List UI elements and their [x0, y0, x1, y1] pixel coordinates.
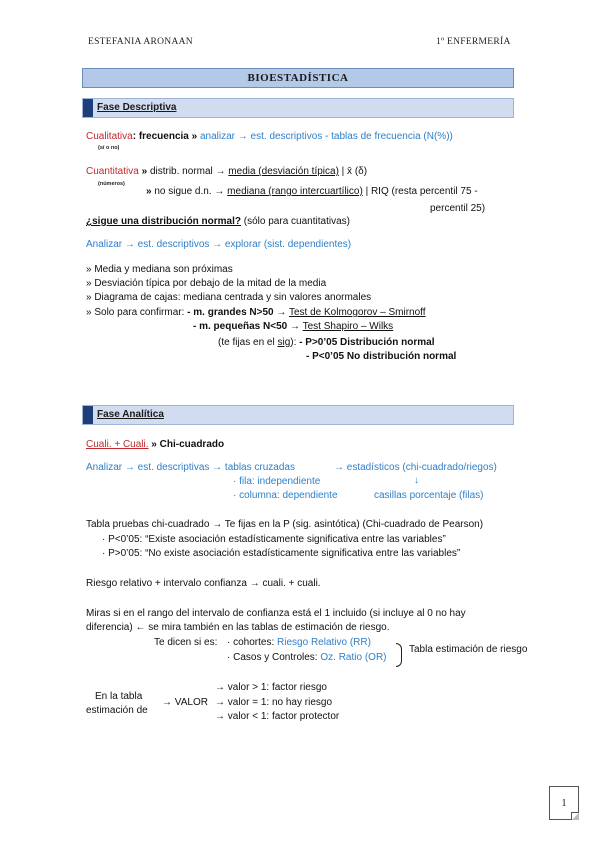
riq-text: | RIQ (resta percentil 75 -	[362, 186, 478, 197]
sig-tail: ):	[290, 337, 300, 348]
arrow: »	[188, 131, 200, 142]
arrow: »	[146, 186, 155, 197]
cuantitativa-line	[86, 166, 367, 177]
p-greater-line: · P>0’05: “No existe asociación estadísticamente significativa entre las variables”	[102, 548, 461, 559]
crosstab-path: Analizar → est. descriptivas → tablas cruzadas	[86, 462, 295, 473]
no-normal-line	[146, 186, 478, 197]
estadisticos-path: → estadísticos (chi-cuadrado/riegos)	[334, 462, 497, 473]
brace	[396, 643, 402, 667]
brace-label: Tabla estimación de riesgo	[409, 644, 528, 655]
shapiro-test: Test Shapiro – Wilks	[302, 321, 394, 332]
bullet-3: » Diagrama de cajas: mediana centrada y sin valores anormales	[86, 292, 372, 303]
sig-normal: - P>0’05 Distribución normal	[299, 337, 435, 348]
sig-not-normal: - P<0’05 No distribución normal	[306, 351, 457, 362]
confirm-small-line	[193, 321, 393, 332]
small-samples: - m. pequeñas N<50	[193, 321, 288, 332]
chi-heading	[86, 439, 224, 450]
section-title: Fase Descriptiva	[97, 102, 177, 113]
kolmogorov-test: Test de Kolmogorov – Smirnoff	[288, 307, 426, 318]
bullet-2: » Desviación típica por debajo de la mitad de la media	[86, 278, 327, 289]
fila-note: · fila: independiente	[233, 476, 321, 487]
cuantitativa-note: (números)	[98, 181, 125, 187]
media-symbol: | x̄ (δ)	[338, 166, 368, 177]
explore-path: Analizar → est. descriptivos → explorar (sist. dependientes)	[86, 239, 352, 250]
no-sigue: no sigue d.n. →	[154, 186, 228, 197]
cohortes-label: · cohortes:	[227, 637, 278, 648]
miras-line-2: diferencia) ← se mira también en las tablas de estimación de riesgo.	[86, 622, 390, 633]
question-tail: (sólo para cuantitativas)	[241, 216, 350, 227]
odds-ratio: Oz. Ratio (OR)	[320, 652, 387, 663]
sig-word: sig	[277, 337, 291, 348]
valor-label: → VALOR	[162, 697, 208, 708]
chi-cuadrado: » Chi-cuadrado	[148, 439, 225, 450]
author-name: ESTEFANIA ARONAAN	[88, 37, 193, 47]
casos-label: · Casos y Controles:	[227, 652, 321, 663]
dicen-label: Te dicen si es:	[154, 637, 218, 648]
valor-eq-1: → valor = 1: no hay riesgo	[215, 697, 333, 708]
frecuencia: frecuencia	[138, 131, 189, 142]
estimacion-de: estimación de	[86, 705, 148, 716]
down-arrow: ↓	[414, 475, 419, 486]
bullet-1: » Media y mediana son próximas	[86, 264, 233, 275]
arrow: →	[287, 321, 303, 332]
casillas-note: casillas porcentaje (filas)	[374, 490, 484, 501]
page-number-text: 1	[561, 798, 567, 809]
cuali-cuali: Cuali. + Cuali.	[86, 439, 149, 450]
valor-gt-1: → valor > 1: factor riesgo	[215, 682, 327, 693]
section-accent	[83, 406, 93, 424]
arrow: »	[138, 166, 150, 177]
distrib-normal: distrib. normal →	[149, 166, 229, 177]
cualitativa-label: Cualitativa	[86, 131, 133, 142]
colon: :	[132, 131, 137, 142]
columna-note: · columna: dependiente	[233, 490, 338, 501]
chi-table-line: Tabla pruebas chi-cuadrado → Te fijas en la P (sig. asintótica) (Chi-cuadrado de Pearson)	[86, 519, 484, 530]
section-title: Fase Analítica	[97, 409, 164, 420]
riesgo-relativo: Riesgo Relativo (RR)	[277, 637, 371, 648]
p-less-line: · P<0’05: “Existe asociación estadísticamente significativa entre las variables”	[102, 534, 446, 545]
section-analitica	[82, 405, 514, 425]
confirm-prefix: » Solo para confirmar:	[86, 307, 188, 318]
document-title: BIOESTADÍSTICA	[82, 68, 514, 88]
question-text: ¿sigue una distribución normal?	[86, 216, 242, 227]
arrow: →	[273, 307, 289, 318]
cohortes-line	[227, 637, 371, 648]
confirm-big-line	[86, 307, 426, 318]
page-number	[549, 786, 579, 820]
cualitativa-note: (sí o no)	[98, 145, 120, 151]
cualitativa-path: analizar → est. descriptivos - tablas de frecuencia (N(%))	[199, 131, 453, 142]
normal-question	[86, 216, 350, 227]
section-accent	[83, 99, 93, 117]
mediana-text: mediana (rango intercuartílico)	[227, 186, 363, 197]
riq-continuation: percentil 25)	[430, 203, 486, 214]
miras-line-1: Miras si en el rango del intervalo de confianza está el 1 incluido (si incluye al 0 no hay	[86, 608, 466, 619]
cuantitativa-label: Cuantitativa	[86, 166, 139, 177]
page-fold	[571, 812, 579, 820]
big-samples: - m. grandes N>50	[187, 307, 274, 318]
media-text: media (desviación típica)	[228, 166, 339, 177]
casos-line	[227, 652, 387, 663]
valor-lt-1: → valor < 1: factor protector	[215, 711, 340, 722]
cualitativa-line	[86, 131, 453, 142]
course-label: 1º ENFERMERÍA	[436, 37, 511, 47]
section-descriptiva	[82, 98, 514, 118]
riesgo-line: Riesgo relativo + intervalo confianza → cuali. + cuali.	[86, 578, 321, 589]
sig-line	[218, 337, 434, 348]
en-la-tabla: En la tabla	[95, 691, 143, 702]
sig-prefix: (te fijas en el	[218, 337, 278, 348]
